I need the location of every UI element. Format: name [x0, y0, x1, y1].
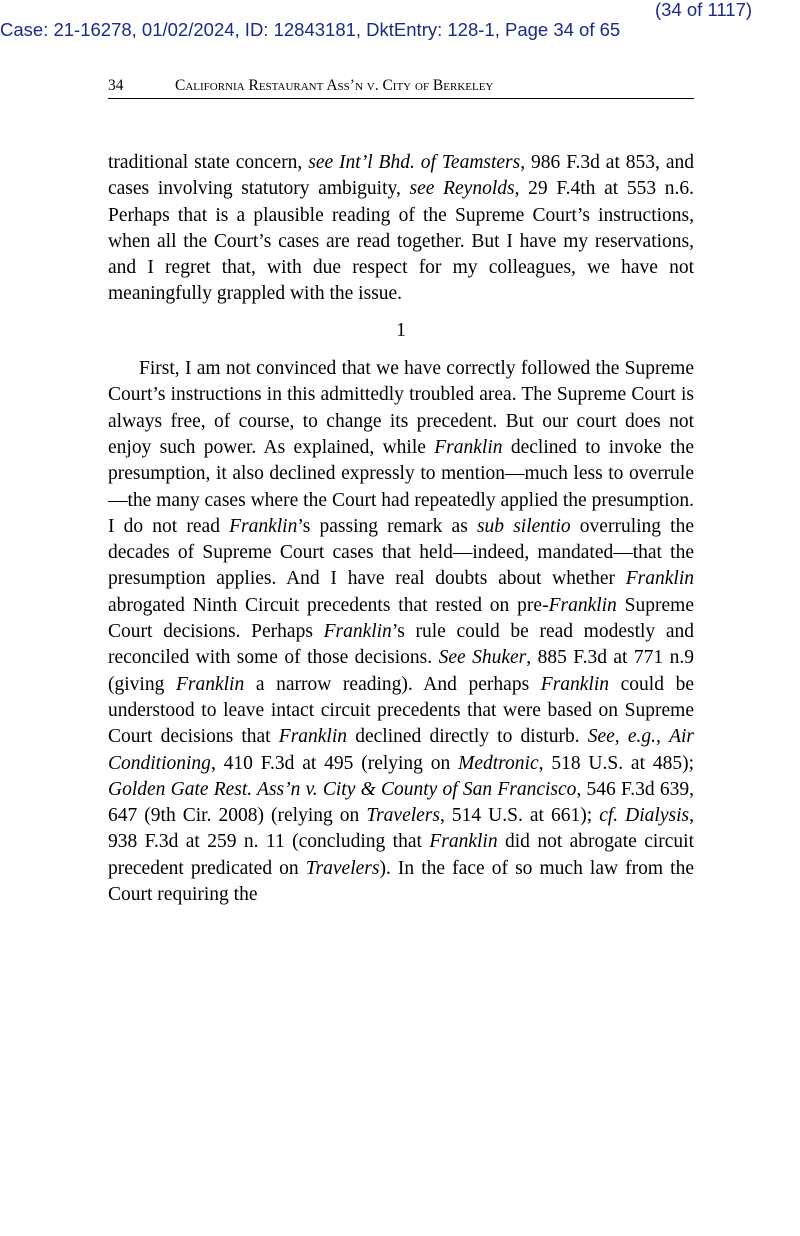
text-run: traditional state concern,: [108, 152, 309, 173]
text-run: , 885 F.3d at 771 n.9 (giving: [108, 647, 694, 695]
case-name-italic: Franklin: [229, 515, 298, 537]
document-count-stamp: (34 of 1117): [655, 0, 753, 20]
text-run: First, I am not convinced that we have correctly followed the Supreme Court’s instructions in this admittedly troubled area. The Supreme Court is always free, of course, to change its precedent. But our court does not enjoy such power. As explained, while: [108, 358, 694, 458]
citation-italic: cf. Dialysis: [599, 805, 690, 827]
text-run: ,: [656, 726, 670, 748]
case-name-italic: Golden Gate Rest. Ass’n v. City & County of San Francisco: [108, 778, 577, 800]
case-name-italic: Air Conditioning: [108, 726, 695, 774]
case-name-italic: Travelers: [305, 857, 380, 879]
case-name-italic: Franklin: [625, 568, 694, 590]
opinion-body: [108, 150, 694, 908]
section-marker: 1: [396, 319, 406, 341]
case-name-italic: Franklin: [548, 594, 617, 616]
text-run: , 514 U.S. at 661);: [439, 805, 600, 827]
page-number: 34: [108, 77, 124, 94]
paragraph-2: [108, 356, 694, 908]
text-run: ’s passing remark as: [297, 515, 477, 537]
text-run: could be understood to leave intact circuit precedents that were based on Supreme Court decisions that: [108, 673, 694, 748]
text-run: overruling the decades of Supreme Court cases that held—indeed, mandated—that the presumption applies. And I have real doubts about whether: [108, 515, 695, 590]
case-name-italic: Travelers: [366, 805, 440, 827]
text-run: a narrow reading). And perhaps: [244, 673, 541, 695]
case-name-italic: Franklin: [540, 673, 610, 695]
text-run: abrogated Ninth Circuit precedents that rested on pre-: [108, 594, 549, 616]
citation-italic: see Int’l Bhd. of Teamsters: [308, 152, 521, 173]
case-name-italic: Franklin: [175, 673, 245, 695]
citation-italic: See Shuker: [438, 647, 527, 669]
case-name-italic: Franklin: [434, 436, 503, 458]
text-run: ’s rule could be read modestly and reconciled with some of those decisions.: [108, 621, 694, 669]
text-run: did not abrogate circuit precedent predicated on: [108, 831, 694, 879]
text-run: , 986 F.3d at 853, and cases involving statutory ambiguity,: [108, 152, 694, 200]
text-run: , 410 F.3d at 495 (relying on: [210, 752, 459, 774]
text-run: , 29 F.4th at 553 n.6. Perhaps that is a plausible reading of the Supreme Court’s instructions, when all the Court’s cases are read together. But I have my reservations, and I regret that, with due respect for my colleagues, we have not meaningfully grappled with the issue.: [108, 178, 694, 305]
text-run: declined to invoke the presumption, it also declined expressly to mention—much less to overrule—the many cases where the Court had repeatedly applied the presumption. I do not read: [108, 436, 694, 537]
text-run: , 546 F.3d 639, 647 (9th Cir. 2008) (relying on: [108, 778, 694, 827]
case-name-italic: Franklin: [323, 621, 392, 643]
citation-signal-italic: See, e.g.: [587, 726, 657, 748]
text-run: Supreme Court decisions. Perhaps: [108, 594, 694, 643]
text-run: declined directly to disturb.: [347, 726, 588, 748]
case-info-stamp: Case: 21-16278, 01/02/2024, ID: 12843181, DktEntry: 128-1, Page 34 of 65: [0, 20, 621, 40]
paragraph-1: [108, 150, 694, 308]
running-header: [108, 76, 694, 99]
case-name-italic: Franklin: [278, 726, 348, 748]
text-run: , 938 F.3d at 259 n. 11 (concluding that: [108, 805, 694, 853]
case-caption: California Restaurant Ass’n v. City of Berkeley: [175, 77, 494, 94]
text-run: , 518 U.S. at 485);: [538, 752, 694, 774]
case-name-italic: Franklin: [429, 831, 498, 853]
citation-italic: see Reynolds: [409, 178, 515, 200]
latin-phrase-italic: sub silentio: [476, 515, 571, 537]
case-name-italic: Medtronic: [458, 752, 539, 774]
text-run: ). In the face of so much law from the Court requiring the: [108, 857, 695, 906]
